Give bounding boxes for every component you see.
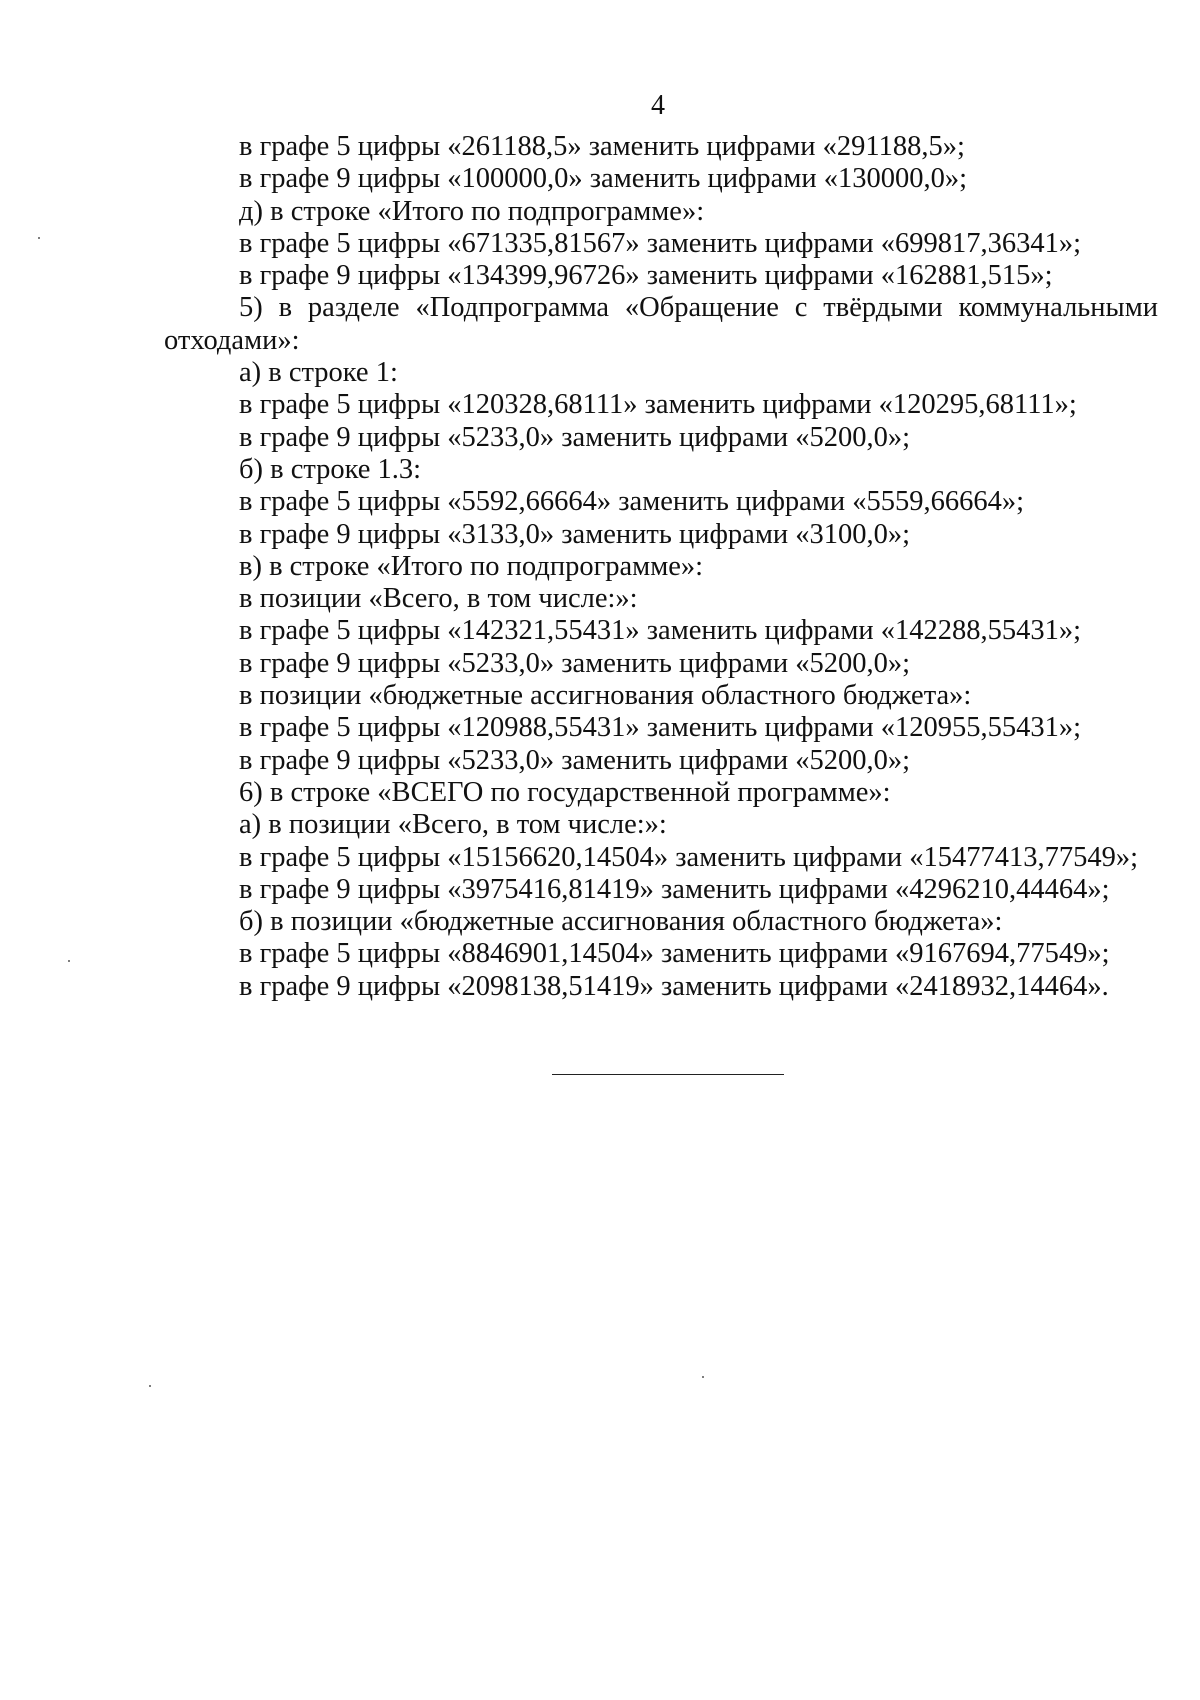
text-line: в графе 9 цифры «2098138,51419» заменить цифрами «2418932,14464». — [239, 970, 1109, 1002]
page-number: 4 — [651, 90, 665, 121]
scan-speck — [149, 1385, 151, 1387]
text-line: в графе 5 цифры «120988,55431» заменить цифрами «120955,55431»; — [239, 712, 1082, 744]
text-line: 6) в строке «ВСЕГО по государственной программе»: — [239, 776, 891, 808]
text-line: б) в строке 1.3: — [239, 453, 422, 485]
text-line: в) в строке «Итого по подпрограмме»: — [239, 550, 704, 582]
amendment-text — [164, 131, 1158, 1003]
text-line: в графе 5 цифры «261188,5» заменить цифрами «291188,5»; — [239, 131, 965, 162]
text-line: отходами»: — [164, 324, 300, 356]
text-line: в графе 9 цифры «134399,96726» заменить цифрами «162881,515»; — [239, 260, 1053, 292]
text-line: в графе 5 цифры «120328,68111» заменить цифрами «120295,68111»; — [239, 389, 1077, 421]
text-line: в позиции «Всего, в том числе:»: — [239, 583, 638, 615]
text-line: в графе 9 цифры «5233,0» заменить цифрами «5200,0»; — [239, 421, 911, 453]
text-line: 5) в разделе «Подпрограмма «Обращение с твёрдыми коммунальными — [239, 292, 1158, 324]
text-line: в графе 5 цифры «5592,66664» заменить цифрами «5559,66664»; — [239, 486, 1025, 518]
text-line: а) в позиции «Всего, в том числе:»: — [239, 809, 667, 841]
text-line: в позиции «бюджетные ассигнования областного бюджета»: — [239, 680, 972, 712]
text-line: в графе 5 цифры «671335,81567» заменить цифрами «699817,36341»; — [239, 227, 1082, 259]
text-line: в графе 9 цифры «100000,0» заменить цифрами «130000,0»; — [239, 163, 968, 195]
text-line: в графе 9 цифры «5233,0» заменить цифрами «5200,0»; — [239, 647, 911, 679]
text-line: б) в позиции «бюджетные ассигнования областного бюджета»: — [239, 906, 1003, 938]
text-line: д) в строке «Итого по подпрограмме»: — [239, 195, 705, 227]
end-separator-line — [552, 1074, 784, 1075]
text-line: в графе 9 цифры «3133,0» заменить цифрами «3100,0»; — [239, 518, 911, 550]
scan-speck — [702, 1376, 704, 1378]
text-line: в графе 9 цифры «5233,0» заменить цифрами «5200,0»; — [239, 744, 911, 776]
text-line: в графе 5 цифры «15156620,14504» заменить цифрами «15477413,77549»; — [239, 841, 1139, 873]
scan-speck — [38, 237, 40, 239]
scan-speck — [68, 960, 70, 962]
text-line: а) в строке 1: — [239, 357, 398, 389]
text-line: в графе 5 цифры «8846901,14504» заменить цифрами «9167694,77549»; — [239, 938, 1110, 970]
text-line: в графе 9 цифры «3975416,81419» заменить цифрами «4296210,44464»; — [239, 873, 1110, 905]
text-line: в графе 5 цифры «142321,55431» заменить цифрами «142288,55431»; — [239, 615, 1082, 647]
